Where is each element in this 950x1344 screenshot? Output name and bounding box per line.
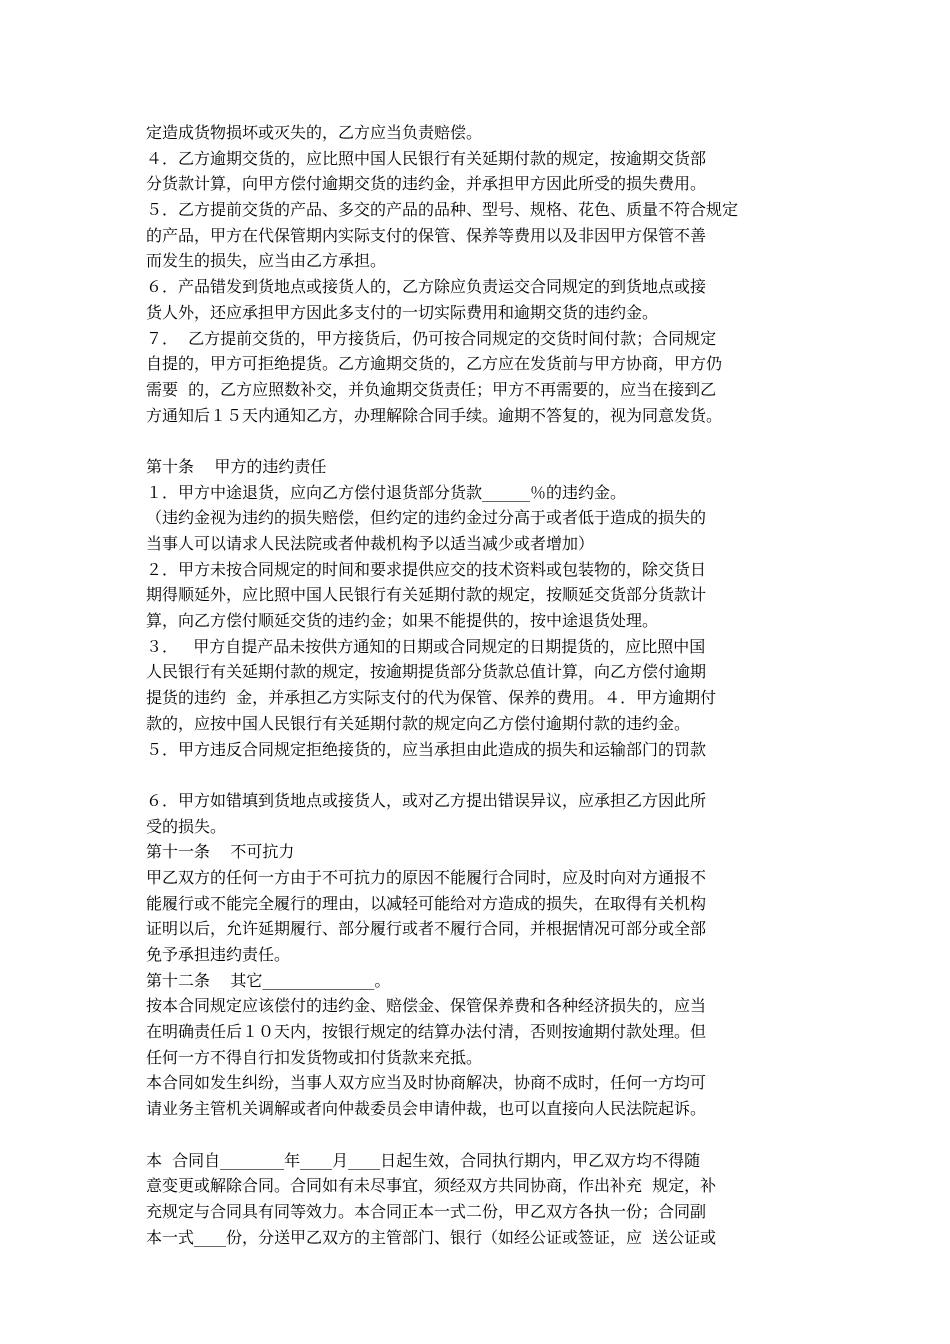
text-line: ３． 甲方自提产品未按供方通知的日期或合同规定的日期提货的，应比照中国 (146, 636, 706, 656)
text-line: 免予承担违约责任。 (146, 945, 291, 964)
text-line: 充规定与合同具有同等效力。本合同正本一式二份，甲乙双方各执一份；合同副 (146, 1201, 707, 1221)
text-line: 本 合同自________年____月____日起生效，合同执行期内，甲乙双方均不得随 (146, 1150, 701, 1170)
text-line: 证明以后，允许延期履行、部分履行或者不履行合同，并根据情况可部分或全部 (146, 919, 707, 939)
text-line: １．甲方中途退货，应向乙方偿付退货部分货款______％的违约金。 (146, 482, 627, 502)
text-line: （违约金视为违约的损失赔偿，但约定的违约金过分高于或者低于造成的损失的 (146, 508, 707, 528)
text-line: 自提的，甲方可拒绝提货。乙方逾期交货的，乙方应在发货前与甲方协商，甲方仍 (146, 354, 723, 374)
text-line: ６．产品错发到货地点或接货人的，乙方除应负责运交合同规定的到货地点或接 (146, 277, 707, 297)
text-line: 算，向乙方偿付顺延交货的违约金；如果不能提供的，按中途退货处理。 (146, 611, 659, 631)
text-line (146, 1122, 816, 1148)
text-line: 分货款计算，向甲方偿付逾期交货的违约金，并承担甲方因此所受的损失费用。 (146, 174, 707, 194)
text-line: 提货的违约 金，并承担乙方实际支付的代为保管、保养的费用。４．甲方逾期付 (146, 688, 717, 708)
text-line: 第十条 甲方的违约责任 (146, 456, 327, 476)
text-line: 款的，应按中国人民银行有关延期付款的规定向乙方偿付逾期付款的违约金。 (146, 713, 691, 733)
text-line (146, 762, 816, 788)
text-line (146, 428, 816, 454)
text-line: 第十二条 其它______________。 (146, 970, 391, 990)
text-line: 当事人可以请求人民法院或者仲裁机构予以适当减少或者增加） (146, 534, 595, 553)
text-line: ５．甲方违反合同规定拒绝接货的，应当承担由此造成的损失和运输部门的罚款 (146, 739, 707, 759)
text-line: 按本合同规定应该偿付的违约金、赔偿金、保管保养费和各种经济损失的，应当 (146, 996, 707, 1016)
text-line: 能履行或不能完全履行的理由，以减轻可能给对方造成的损失，在取得有关机构 (146, 893, 707, 913)
text-line: ２．甲方未按合同规定的时间和要求提供应交的技术资料或包装物的，除交货日 (146, 559, 707, 579)
document-page (146, 120, 816, 1250)
text-line: 任何一方不得自行扣发货物或扣付货款来充抵。 (146, 1047, 483, 1067)
text-line: 本合同如发生纠纷，当事人双方应当及时协商解决，协商不成时，任何一方均可 (146, 1073, 707, 1093)
text-line: 定造成货物损坏或灭失的，乙方应当负责赔偿。 (146, 123, 483, 142)
text-line: ５．乙方提前交货的产品、多交的产品的品种、型号、规格、花色、质量不符合规定 (146, 200, 739, 220)
text-line: ６．甲方如错填到货地点或接货人，或对乙方提出错误异议，应承担乙方因此所 (146, 790, 707, 810)
text-line: 意变更或解除合同。合同如有未尽事宜，须经双方共同协商，作出补充 规定，补 (146, 1176, 717, 1196)
text-line: 人民银行有关延期付款的规定，按逾期提货部分货款总值计算，向乙方偿付逾期 (146, 662, 707, 682)
text-line: 货人外，还应承担甲方因此多支付的一切实际费用和逾期交货的违约金。 (146, 302, 659, 322)
text-line: 需要 的，乙方应照数补交，并负逾期交货责任；甲方不再需要的，应当在接到乙 (146, 379, 717, 399)
text-line: 而发生的损失，应当由乙方承担。 (146, 251, 387, 271)
text-line: ７． 乙方提前交货的，甲方接货后，仍可按合同规定的交货时间付款；合同规定 (146, 328, 717, 348)
text-line: 的产品，甲方在代保管期内实际支付的保管、保养等费用以及非因甲方保管不善 (146, 225, 707, 245)
text-line: 方通知后１５天内通知乙方，办理解除合同手续。逾期不答复的，视为同意发货。 (146, 405, 723, 425)
text-line: 第十一条 不可抗力 (146, 842, 295, 862)
text-line: 期得顺延外，应比照中国人民银行有关延期付款的规定，按顺延交货部分货款计 (146, 585, 707, 605)
text-line: 在明确责任后１０天内，按银行规定的结算办法付清，否则按逾期付款处理。但 (146, 1022, 707, 1042)
text-line: ４．乙方逾期交货的，应比照中国人民银行有关延期付款的规定，按逾期交货部 (146, 148, 707, 168)
text-line: 请业务主管机关调解或者向仲裁委员会申请仲裁，也可以直接向人民法院起诉。 (146, 1099, 707, 1119)
text-line: 受的损失。 (146, 816, 227, 836)
text-line: 本一式____份，分送甲乙双方的主管部门、银行（如经公证或签证，应 送公证或 (146, 1227, 717, 1247)
text-line: 甲乙双方的任何一方由于不可抗力的原因不能履行合同时，应及时向对方通报不 (146, 867, 707, 887)
